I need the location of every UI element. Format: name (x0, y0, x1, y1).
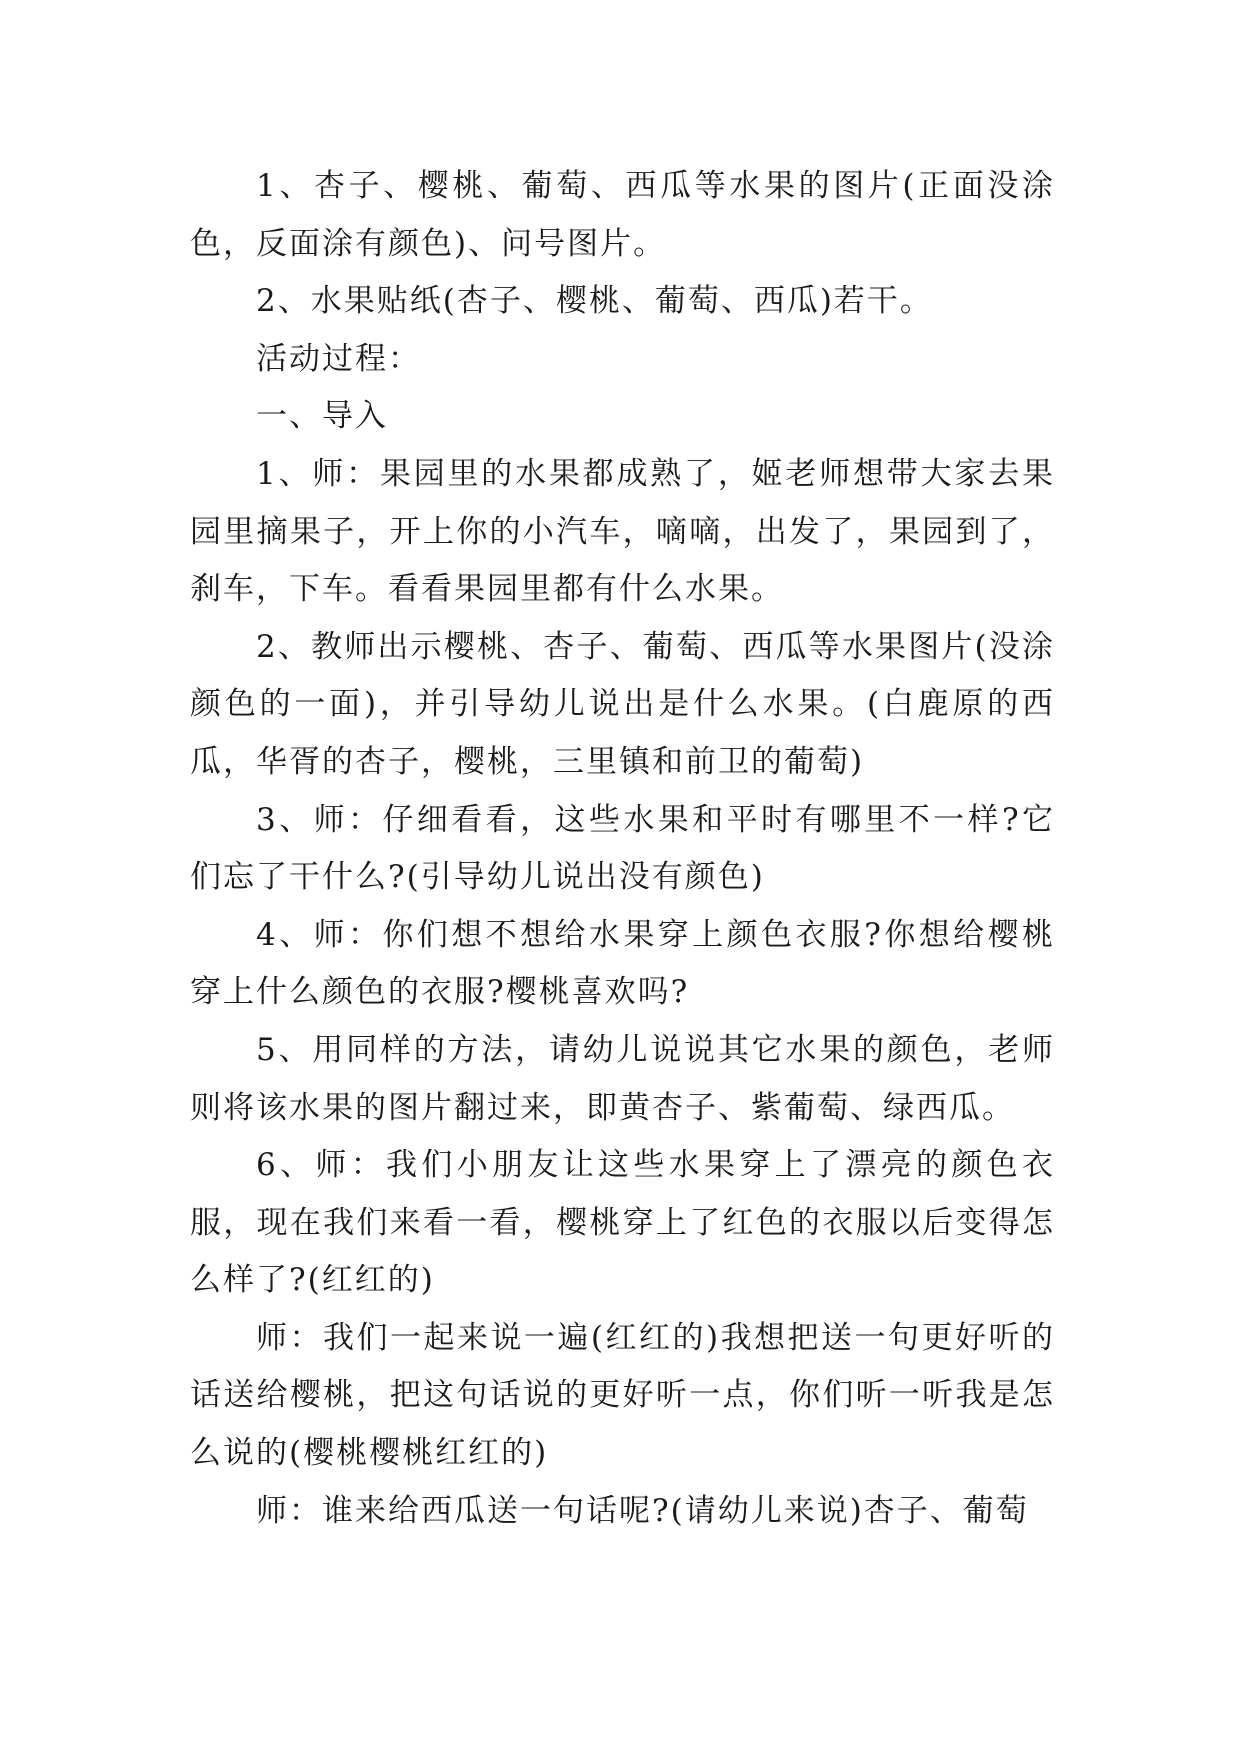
paragraph-step-3: 3、师：仔细看看，这些水果和平时有哪里不一样?它们忘了干什么?(引导幼儿说出没有颜色) (190, 801, 1055, 896)
paragraph-step-1: 1、师：果园里的水果都成熟了，姬老师想带大家去果园里摘果子，开上你的小汽车，嘀嘀，出发了，果园到了，刹车，下车。看看果园里都有什么水果。 (190, 455, 1055, 608)
paragraph-teacher-1: 师：我们一起来说一遍(红红的)我想把送一句更好听的话送给樱桃，把这句话说的更好听一点，你们听一听我是怎么说的(樱桃樱桃红红的) (190, 1319, 1055, 1472)
paragraph-step-2: 2、教师出示樱桃、杏子、葡萄、西瓜等水果图片(没涂颜色的一面)，并引导幼儿说出是什么水果。(白鹿原的西瓜，华胥的杏子，樱桃，三里镇和前卫的葡萄) (190, 628, 1055, 780)
paragraph-step-5: 5、用同样的方法，请幼儿说说其它水果的颜色，老师则将该水果的图片翻过来，即黄杏子、紫葡萄、绿西瓜。 (190, 1031, 1055, 1126)
paragraph-step-6: 6、师：我们小朋友让这些水果穿上了漂亮的颜色衣服，现在我们来看一看，樱桃穿上了红色的衣服以后变得怎么样了?(红红的) (190, 1147, 1055, 1299)
document-body (190, 158, 1055, 1540)
section-heading-intro: 一、导入 (256, 398, 388, 435)
paragraph-step-4: 4、师：你们想不想给水果穿上颜色衣服?你想给樱桃穿上什么颜色的衣服?樱桃喜欢吗? (190, 916, 1055, 1011)
paragraph-materials-1: 1、杏子、樱桃、葡萄、西瓜等水果的图片(正面没涂色，反面涂有颜色)、问号图片。 (190, 168, 1055, 262)
paragraph-teacher-2: 师：谁来给西瓜送一句话呢?(请幼儿来说)杏子、葡萄 (256, 1492, 1029, 1529)
paragraph-materials-2: 2、水果贴纸(杏子、樱桃、葡萄、西瓜)若干。 (256, 283, 933, 320)
section-heading-process: 活动过程： (256, 340, 421, 377)
